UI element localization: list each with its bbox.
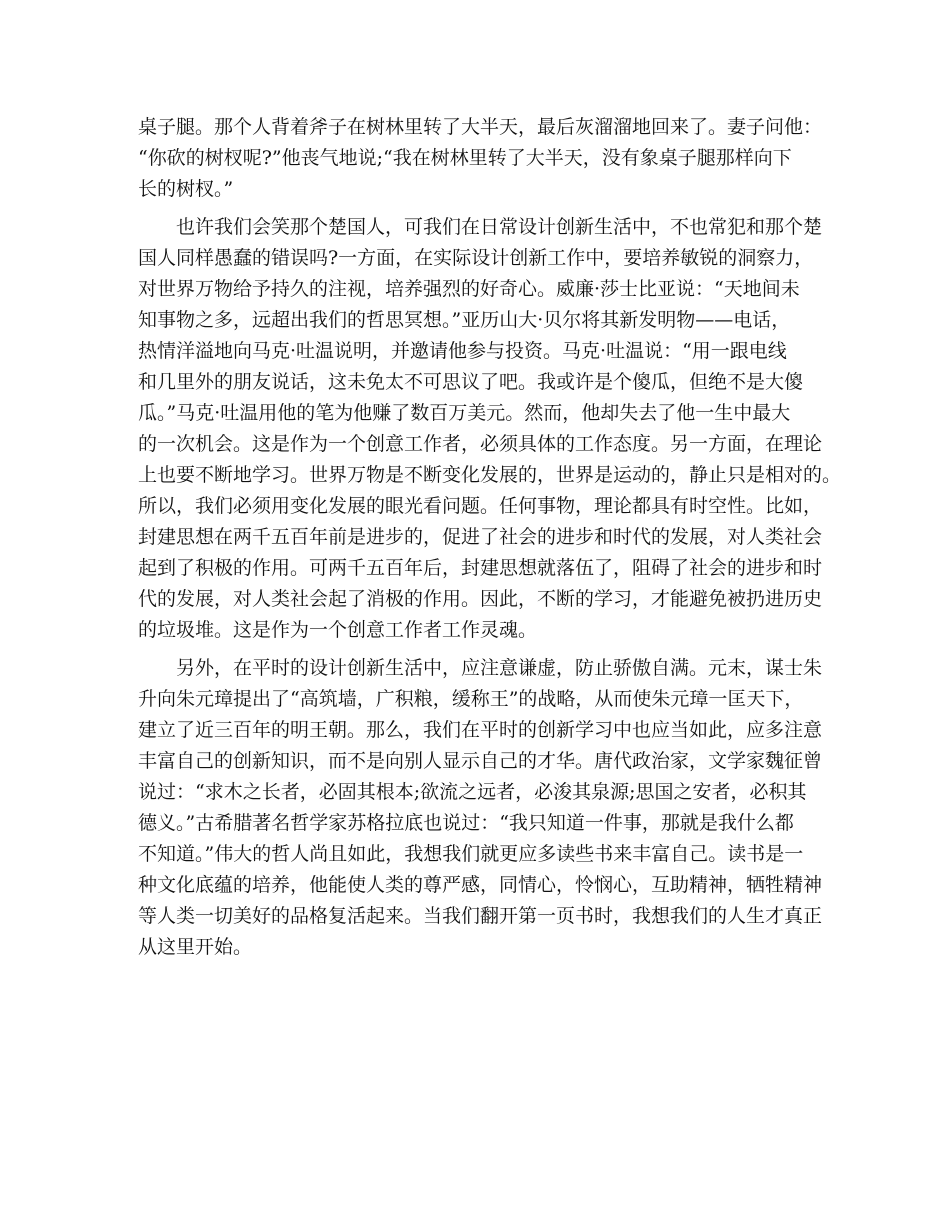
paragraph-2 xyxy=(138,653,828,963)
paragraph-spacer xyxy=(138,646,828,653)
text-line: 德义。”古希腊著名哲学家苏格拉底也说过：“我只知道一件事，那就是我什么都 xyxy=(138,812,794,834)
text-line: 起到了积极的作用。可两千五百年后，封建思想就落伍了，阻碍了社会的进步和时 xyxy=(138,557,823,579)
text-line: 所以，我们必须用变化发展的眼光看问题。任何事物，理论都具有时空性。比如， xyxy=(138,495,823,517)
text-line: 桌子腿。那个人背着斧子在树林里转了大半天，最后灰溜溜地回来了。妻子问他： xyxy=(138,116,823,138)
text-line: 长的树杈。” xyxy=(138,178,234,200)
text-line: 封建思想在两千五百年前是进步的，促进了社会的进步和时代的发展，对人类社会 xyxy=(138,526,823,548)
text-line: 说过：“求木之长者，必固其根本;欲流之远者，必浚其泉源;思国之安者，必积其 xyxy=(138,781,807,803)
text-line: 不知道。”伟大的哲人尚且如此，我想我们就更应多读些书来丰富自己。读书是一 xyxy=(138,843,804,865)
paragraph-1 xyxy=(138,212,842,646)
text-line: 对世界万物给予持久的注视，培养强烈的好奇心。威廉·莎士比亚说：“天地间未 xyxy=(138,278,800,300)
text-line: 也许我们会笑那个楚国人，可我们在日常设计创新生活中，不也常犯和那个楚 xyxy=(138,216,823,238)
text-line: 从这里开始。 xyxy=(138,936,253,958)
text-line: 的一次机会。这是作为一个创意工作者，必须具体的工作态度。另一方面，在理论 xyxy=(138,433,823,455)
document-body xyxy=(138,112,842,963)
text-line: 另外，在平时的设计创新生活中，应注意谦虚，防止骄傲自满。元末，谋士朱 xyxy=(138,657,823,679)
text-line: 瓜。”马克·吐温用他的笔为他赚了数百万美元。然而，他却失去了他一生中最大 xyxy=(138,402,791,424)
text-line: 国人同样愚蠢的错误吗?一方面，在实际设计创新工作中，要培养敏锐的洞察力， xyxy=(138,247,814,269)
text-line: 和几里外的朋友说话，这未免太不可思议了吧。我或许是个傻瓜，但绝不是大傻 xyxy=(138,371,804,393)
text-line: 知事物之多，远超出我们的哲思冥想。”亚历山大·贝尔将其新发明物——电话， xyxy=(138,309,791,331)
text-line: 建立了近三百年的明王朝。那么，我们在平时的创新学习中也应当如此，应多注意 xyxy=(138,719,823,741)
text-line: 的垃圾堆。这是作为一个创意工作者工作灵魂。 xyxy=(138,619,538,641)
text-line: 丰富自己的创新知识，而不是向别人显示自己的才华。唐代政治家，文学家魏征曾 xyxy=(138,750,823,772)
text-line: 热情洋溢地向马克·吐温说明，并邀请他参与投资。马克·吐温说：“用一跟电线 xyxy=(138,340,787,362)
text-line: 升向朱元璋提出了“高筑墙，广积粮，缓称王”的战略，从而使朱元璋一匡天下， xyxy=(138,688,804,710)
text-line: 上也要不断地学习。世界万物是不断变化发展的，世界是运动的，静止只是相对的。 xyxy=(138,464,842,486)
text-line: “你砍的树杈呢?”他丧气地说;“我在树林里转了大半天，没有象桌子腿那样向下 xyxy=(138,147,792,169)
text-line: 等人类一切美好的品格复活起来。当我们翻开第一页书时，我想我们的人生才真正 xyxy=(138,905,823,927)
text-line: 代的发展，对人类社会起了消极的作用。因此，不断的学习，才能避免被扔进历史 xyxy=(138,588,823,610)
text-line: 种文化底蕴的培养，他能使人类的尊严感，同情心，怜悯心，互助精神，牺牲精神 xyxy=(138,874,823,896)
paragraph-spacer xyxy=(138,205,828,212)
paragraph-continuation xyxy=(138,112,828,205)
